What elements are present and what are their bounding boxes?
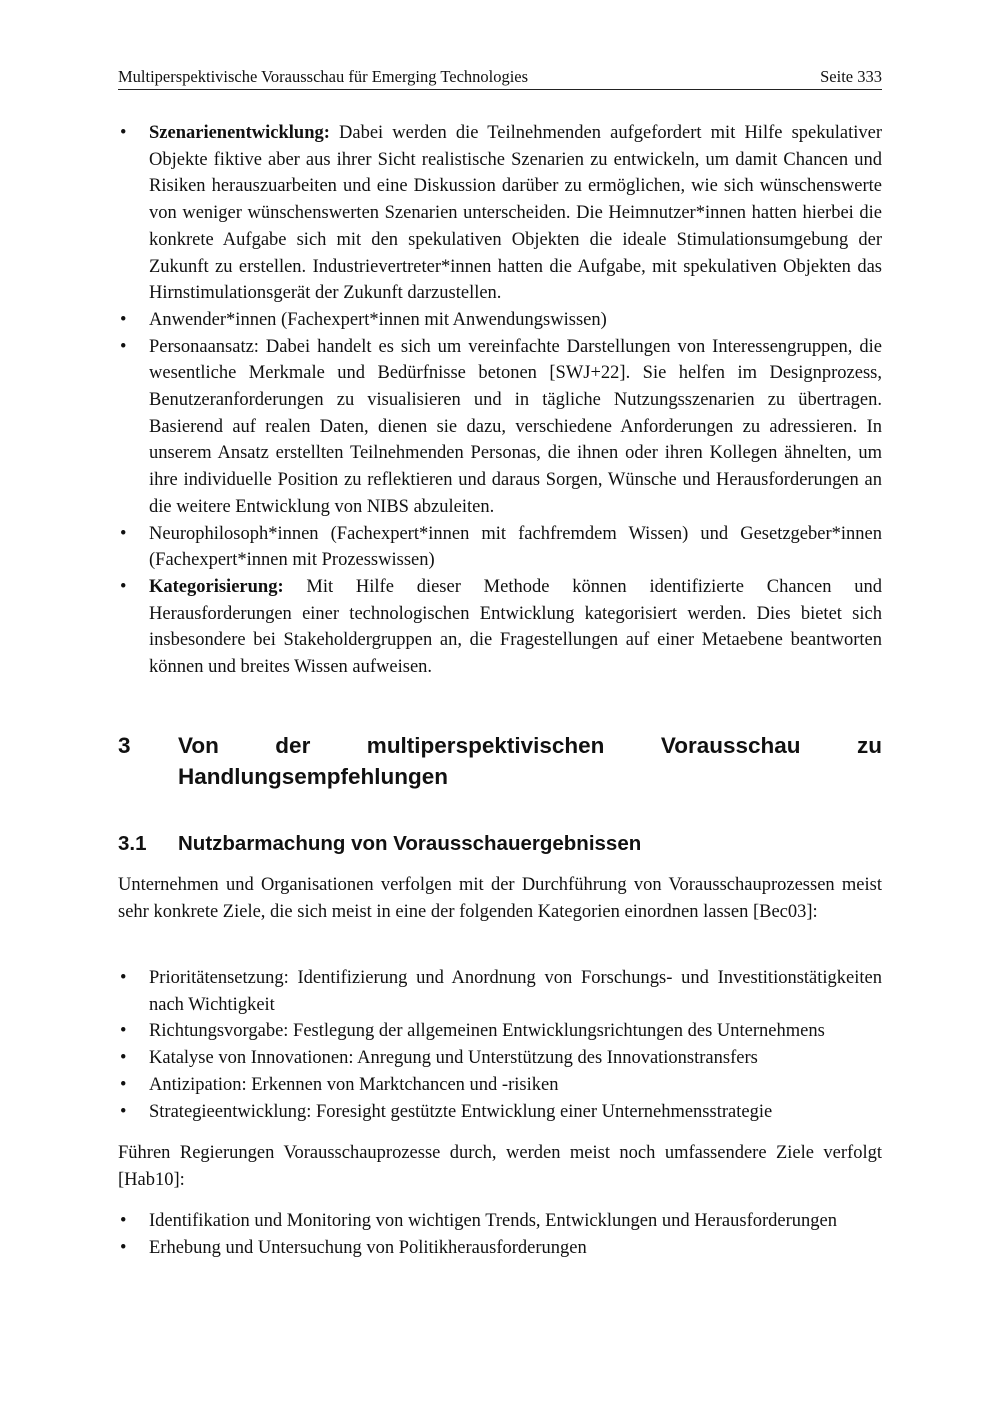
list-item: • Erhebung und Untersuchung von Politikherausforderungen xyxy=(118,1235,882,1262)
list-item-text: Personaansatz: Dabei handelt es sich um vereinfachte Darstellungen von Interessengruppen, die wesentliche Merkmale und Bedürfnisse betonen [SWJ+22]. Sie helfen im Designprozess, Benutzeranforderungen zu visualisieren und in tägliche Nutzungsszenarien zu übertragen. Basierend auf realen Daten, dienen sie dazu, verschiedene Anforderungen zu adressieren. In unserem Ansatz erstellten Teilnehmenden Personas, die ihnen oder ihren Kollegen ähnelten, um ihre individuelle Position zu reflektieren und daraus Sorgen, Wünsche und Herausforderungen an die weitere Entwicklung von NIBS abzuleiten. xyxy=(149,336,882,517)
section-number: 3 xyxy=(118,733,131,758)
list-term: Szenarienentwicklung: xyxy=(149,123,330,143)
list-item: • Richtungsvorgabe: Festlegung der allgemeinen Entwicklungsrichtungen des Unternehmens xyxy=(118,1018,882,1045)
list-item: • Strategieentwicklung: Foresight gestützte Entwicklung einer Unternehmensstrategie xyxy=(118,1099,882,1126)
list-item: • Identifikation und Monitoring von wichtigen Trends, Entwicklungen und Herausforderungen xyxy=(118,1208,882,1235)
section-heading xyxy=(118,731,882,792)
list-item xyxy=(118,521,882,574)
list-item-text: Dabei werden die Teilnehmenden aufgefordert mit Hilfe spekulativer Objekte fiktive aber aus ihrer Sicht realistische Szenarien zu entwickeln, um damit Chancen und Risiken herauszuarbeiten und eine Diskussion darüber zu ermöglichen, wie sich wünschenswerte von weniger wünschenswerten Szenarien unterscheiden. Die Heimnutzer*innen hatten hierbei die konkrete Aufgabe sich mit den spekulativen Objekten die ideale Stimulationsumgebung der Zukunft zu erstellen. Industrievertreter*innen hatten die Aufgabe, mit spekulativen Objekten das Hirnstimulationsgerät der Zukunft darzustellen. xyxy=(149,123,882,304)
list-item: • Katalyse von Innovationen: Anregung und Unterstützung des Innovationstransfers xyxy=(118,1045,882,1072)
header-title: Multiperspektivische Vorausschau für Emerging Technologies xyxy=(118,67,529,86)
list-term: Kategorisierung: xyxy=(149,576,284,597)
section-title: Von der multiperspektivischen Vorausschau zu Handlungsempfehlungen xyxy=(178,733,882,789)
method-list xyxy=(118,120,882,681)
list-item: • Antizipation: Erkennen von Marktchancen und -risiken xyxy=(118,1072,882,1099)
list-item xyxy=(118,334,882,521)
running-header xyxy=(118,67,882,90)
government-goals-list xyxy=(118,1208,882,1261)
list-item-text: Mit Hilfe dieser Methode können identifizierte Chancen und Herausforderungen einer technologischen Entwicklung kategorisiert werden. Dies bietet sich insbesondere bei Stakeholdergruppen an, die Fragestellungen auf einer Metaebene beantworten können und breites Wissen aufweisen. xyxy=(149,576,882,678)
subsection-number: 3.1 xyxy=(118,832,147,855)
page-number: Seite 333 xyxy=(820,67,882,86)
paragraph: Führen Regierungen Vorausschauprozesse durch, werden meist noch umfassendere Ziele verfolgt [Hab10]: xyxy=(118,1143,882,1190)
list-item: • Prioritätensetzung: Identifizierung und Anordnung von Forschungs- und Investitionstätigkeiten nach Wichtigkeit xyxy=(118,965,882,1018)
list-item xyxy=(118,120,882,307)
subsection-title: Nutzbarmachung von Vorausschauergebnissen xyxy=(178,832,642,855)
list-item-text: Neurophilosoph*innen (Fachexpert*innen mit fachfremdem Wissen) und Gesetzgeber*innen (Fachexpert*innen mit Prozesswissen) xyxy=(149,523,882,571)
list-item-text: Anwender*innen (Fachexpert*innen mit Anwendungswissen) xyxy=(149,309,607,330)
subsection-heading xyxy=(118,830,882,858)
list-item xyxy=(118,307,882,334)
paragraph: Unternehmen und Organisationen verfolgen mit der Durchführung von Vorausschauprozessen meist sehr konkrete Ziele, die sich meist in eine der folgenden Kategorien einordnen lassen [Bec03]: xyxy=(118,875,882,922)
list-item xyxy=(118,574,882,681)
goals-list xyxy=(118,965,882,1125)
